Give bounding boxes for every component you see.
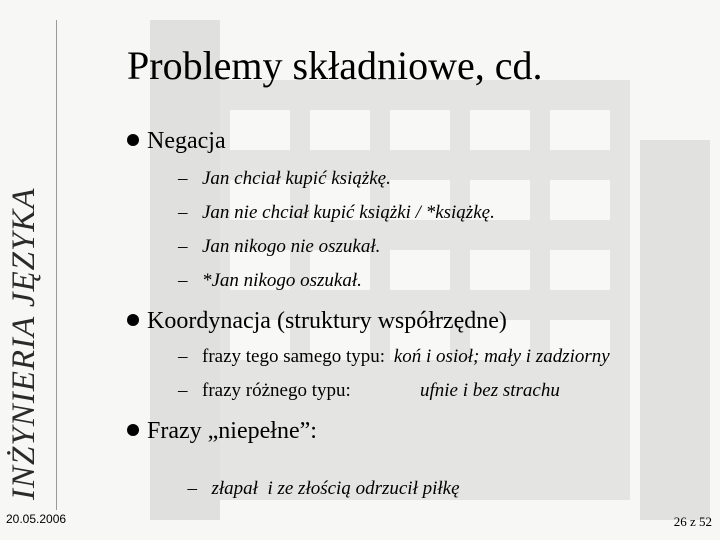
slide-title: Problemy składniowe, cd.	[127, 43, 543, 88]
section-heading-negation: Negacja	[127, 128, 226, 155]
list-item: – Jan nie chciał kupić książki / *książkę.	[178, 202, 495, 223]
list-item: – Jan chciał kupić książkę.	[178, 168, 391, 189]
section-heading-incomplete-phrases: Frazy „niepełne”:	[127, 418, 317, 445]
list-item: – frazy różnego typu: ufnie i bez strachu	[178, 380, 560, 401]
section-heading-coordination: Koordynacja (struktury współrzędne)	[127, 308, 507, 335]
side-divider	[56, 20, 57, 510]
bullet-icon	[127, 134, 139, 146]
page-number: 26 z 52	[673, 514, 712, 529]
list-item: – frazy tego samego typu: koń i osioł; mały i zadziorny	[178, 346, 610, 367]
footer-date: 20.05.2006	[6, 512, 67, 526]
bullet-icon	[127, 424, 139, 436]
list-item: – *Jan nikogo oszukał.	[178, 270, 362, 291]
list-item: – złapał i ze złością odrzucił piłkę	[187, 478, 460, 499]
list-item: – Jan nikogo nie oszukał.	[178, 236, 381, 257]
vertical-course-title: INŻYNIERIA JĘZYKA	[6, 187, 42, 500]
bullet-icon	[127, 314, 139, 326]
